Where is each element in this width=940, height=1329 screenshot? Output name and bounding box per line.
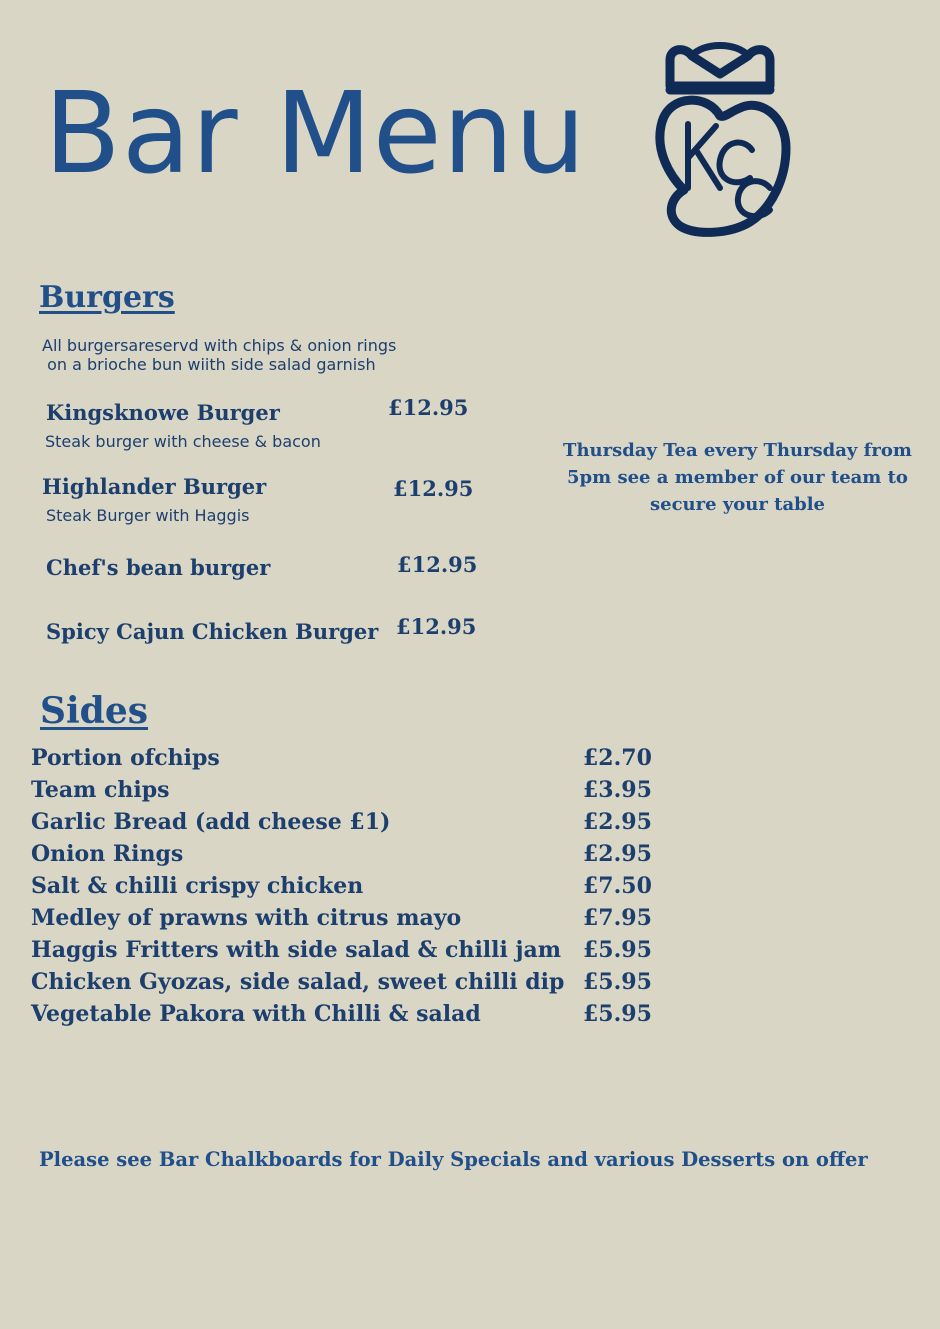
page-title: Bar Menu xyxy=(44,69,587,199)
burger-name-kingsknowe: Kingsknowe Burger xyxy=(46,400,280,425)
side-price: £2.95 xyxy=(583,841,652,867)
burgers-heading: Burgers xyxy=(39,280,175,315)
list-item xyxy=(31,998,671,1030)
side-name: Onion Rings xyxy=(31,841,184,867)
side-price: £2.95 xyxy=(583,809,652,835)
burger-desc-highlander: Steak Burger with Haggis xyxy=(46,506,250,525)
side-name: Vegetable Pakora with Chilli & salad xyxy=(31,1001,481,1027)
burger-name-bean: Chef's bean burger xyxy=(46,555,271,580)
burgers-intro-line-1: All burgersareservd with chips & onion rings xyxy=(42,336,397,355)
burger-price-cajun-chicken: £12.95 xyxy=(396,614,477,639)
burger-price-bean: £12.95 xyxy=(397,552,478,577)
list-item xyxy=(31,774,671,806)
side-price: £2.70 xyxy=(583,745,652,771)
thursday-tea-promo: Thursday Tea every Thursday from 5pm see a member of our team to secure your table xyxy=(563,440,912,515)
side-price: £7.95 xyxy=(583,905,652,931)
burger-price-highlander: £12.95 xyxy=(393,476,474,501)
list-item xyxy=(31,742,671,774)
side-name: Team chips xyxy=(31,777,170,803)
burger-desc-kingsknowe: Steak burger with cheese & bacon xyxy=(45,432,321,451)
side-price: £5.95 xyxy=(583,937,652,963)
side-price: £7.50 xyxy=(583,873,652,899)
kgc-crown-monogram-logo-icon xyxy=(640,38,800,243)
side-name: Garlic Bread (add cheese £1) xyxy=(31,809,391,835)
list-item xyxy=(31,838,671,870)
sides-heading: Sides xyxy=(40,690,149,732)
side-price: £3.95 xyxy=(583,777,652,803)
list-item xyxy=(31,902,671,934)
footer-note: Please see Bar Chalkboards for Daily Specials and various Desserts on offer xyxy=(39,1148,868,1171)
burger-name-highlander: Highlander Burger xyxy=(42,474,267,499)
list-item xyxy=(31,870,671,902)
burger-price-kingsknowe: £12.95 xyxy=(388,395,469,420)
side-price: £5.95 xyxy=(583,969,652,995)
side-name: Chicken Gyozas, side salad, sweet chilli dip xyxy=(31,969,565,995)
side-name: Portion ofchips xyxy=(31,745,220,771)
side-name: Haggis Fritters with side salad & chilli jam xyxy=(31,937,562,963)
list-item xyxy=(31,966,671,998)
side-price: £5.95 xyxy=(583,1001,652,1027)
side-name: Salt & chilli crispy chicken xyxy=(31,873,364,899)
burgers-intro-line-2: on a brioche bun wiith side salad garnish xyxy=(42,355,376,374)
sides-list xyxy=(31,742,671,1030)
list-item xyxy=(31,806,671,838)
burger-name-cajun-chicken: Spicy Cajun Chicken Burger xyxy=(46,619,379,644)
list-item xyxy=(31,934,671,966)
burgers-intro xyxy=(42,336,396,374)
side-name: Medley of prawns with citrus mayo xyxy=(31,905,462,931)
